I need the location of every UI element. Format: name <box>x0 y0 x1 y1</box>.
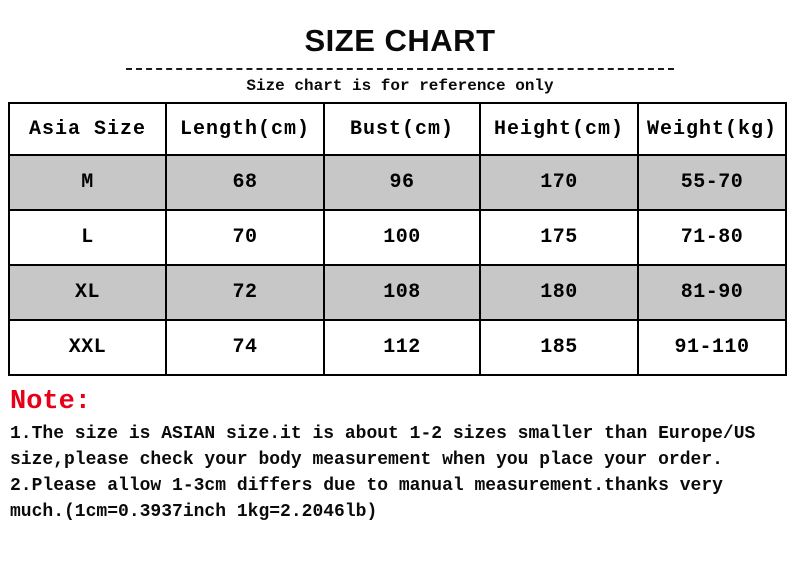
column-header: Weight(kg) <box>638 103 786 155</box>
note-label: Note: <box>10 387 92 417</box>
size-table-body <box>9 155 786 375</box>
value-cell: 100 <box>324 210 480 265</box>
size-cell: XXL <box>9 320 166 375</box>
value-cell: 71-80 <box>638 210 786 265</box>
table-row <box>9 265 786 320</box>
column-header: Height(cm) <box>480 103 638 155</box>
column-header: Asia Size <box>9 103 166 155</box>
size-cell: XL <box>9 265 166 320</box>
table-row <box>9 320 786 375</box>
value-cell: 108 <box>324 265 480 320</box>
dashed-divider <box>126 68 674 70</box>
size-table-head <box>9 103 786 155</box>
table-row <box>9 210 786 265</box>
value-cell: 175 <box>480 210 638 265</box>
value-cell: 185 <box>480 320 638 375</box>
column-header: Bust(cm) <box>324 103 480 155</box>
note-lines <box>10 421 800 525</box>
value-cell: 112 <box>324 320 480 375</box>
size-table <box>8 102 787 376</box>
value-cell: 72 <box>166 265 324 320</box>
size-cell: M <box>9 155 166 210</box>
note-line: 1.The size is ASIAN size.it is about 1-2 sizes smaller than Europe/US <box>10 424 756 444</box>
header-row <box>9 103 786 155</box>
value-cell: 91-110 <box>638 320 786 375</box>
subtitle: Size chart is for reference only <box>246 77 554 95</box>
value-cell: 70 <box>166 210 324 265</box>
value-cell: 68 <box>166 155 324 210</box>
table-row <box>9 155 786 210</box>
value-cell: 170 <box>480 155 638 210</box>
column-header: Length(cm) <box>166 103 324 155</box>
note-line: size,please check your body measurement when you place your order. <box>10 450 723 470</box>
value-cell: 180 <box>480 265 638 320</box>
value-cell: 96 <box>324 155 480 210</box>
note-line: much.(1cm=0.3937inch 1kg=2.2046lb) <box>10 502 378 522</box>
page-title: SIZE CHART <box>304 23 496 58</box>
value-cell: 74 <box>166 320 324 375</box>
value-cell: 55-70 <box>638 155 786 210</box>
value-cell: 81-90 <box>638 265 786 320</box>
size-cell: L <box>9 210 166 265</box>
note-line: 2.Please allow 1-3cm differs due to manual measurement.thanks very <box>10 476 723 496</box>
